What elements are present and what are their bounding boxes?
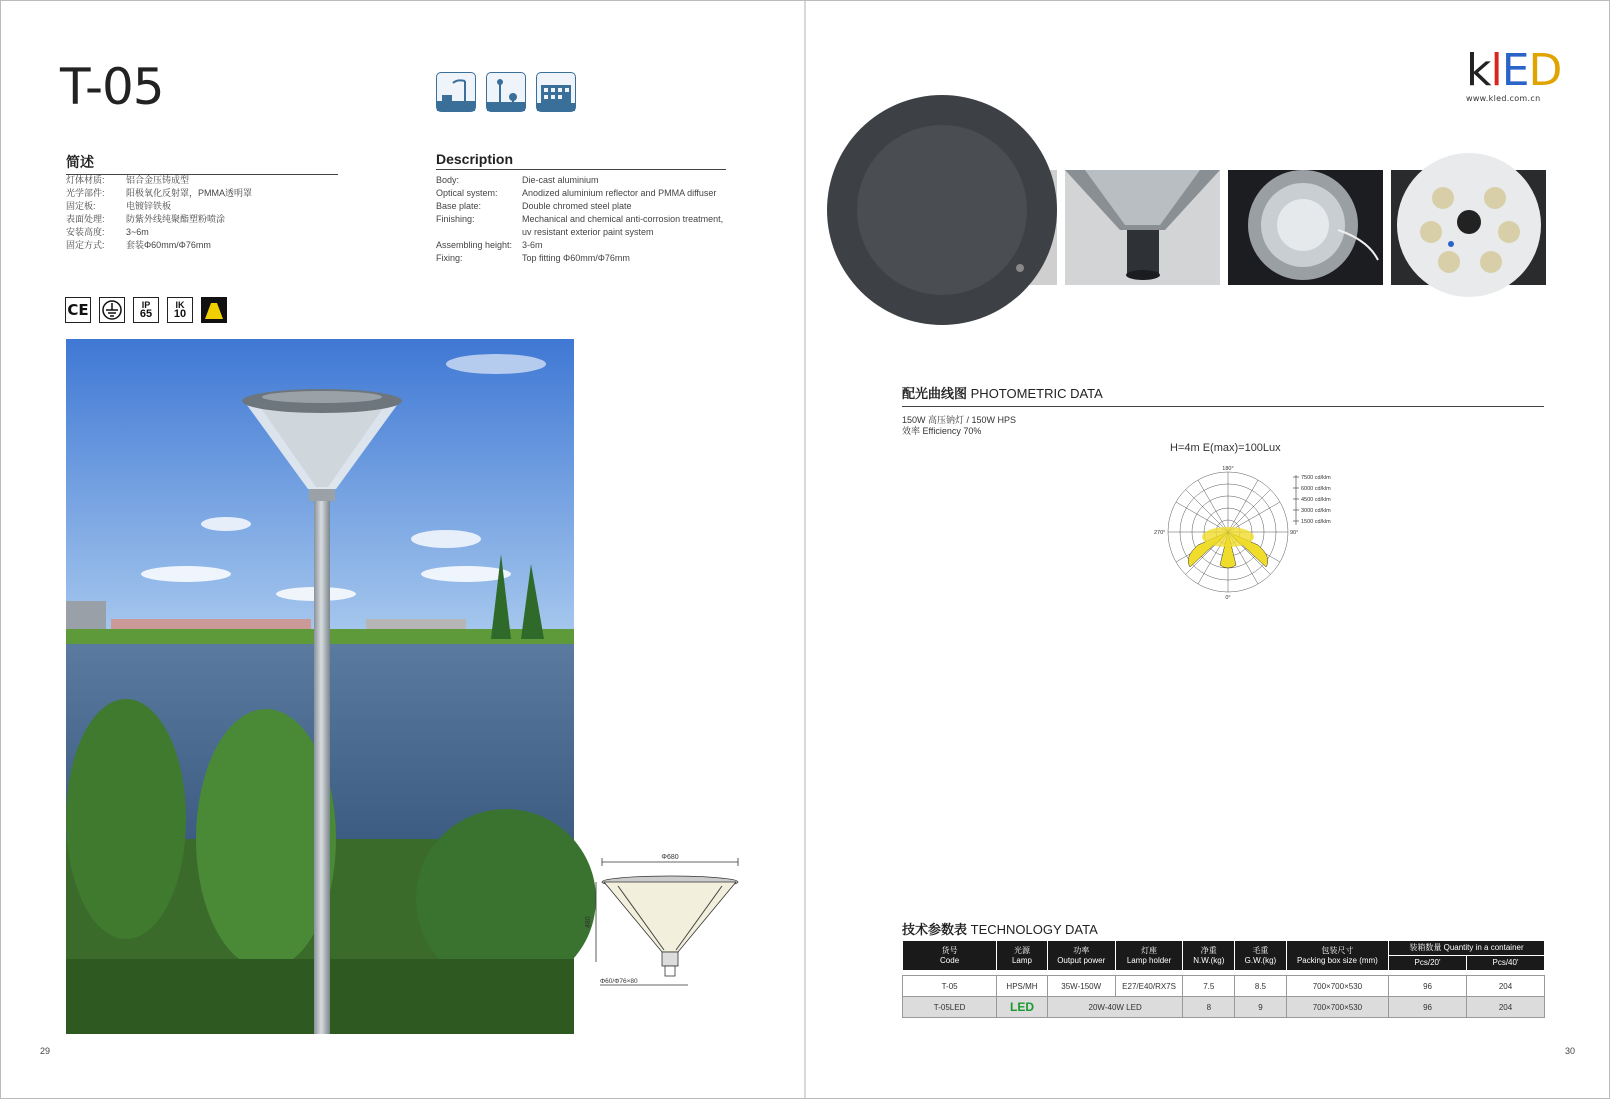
table-header-row: [903, 941, 1545, 956]
spec-value: Anodized aluminium reflector and PMMA diffuser: [522, 188, 717, 198]
spec-row: [66, 213, 346, 226]
ik-value: 10: [173, 308, 187, 320]
spec-key: 固定方式:: [66, 240, 105, 250]
cell-code: T-05: [903, 976, 997, 997]
page-number-left: 29: [40, 1046, 51, 1056]
angle-top-label: 180°: [1222, 466, 1234, 472]
spec-key: 灯体材质:: [66, 175, 105, 185]
spec-key: Body:: [436, 175, 460, 185]
technology-heading: [902, 919, 1098, 938]
cell-q20: 96: [1389, 976, 1467, 997]
photometric-heading: [902, 383, 1544, 407]
angle-bottom-label: 0°: [1225, 595, 1231, 601]
spec-key: 安装高度:: [66, 227, 105, 237]
spec-row: [436, 213, 728, 239]
ik-label: IK: [175, 300, 185, 310]
ik10-badge: [167, 297, 193, 323]
page-number-right: 30: [1565, 1046, 1576, 1056]
photometric-heading-zh: 配光曲线图: [902, 386, 968, 401]
technology-heading-en: TECHNOLOGY DATA: [970, 922, 1098, 937]
header-output-power: 功率 Output power: [1047, 941, 1115, 971]
height-dimension-label: 480: [585, 916, 592, 928]
scale-label: 7500 cd/klm: [1301, 475, 1331, 481]
ce-mark-icon: CE: [65, 297, 91, 323]
cell-gw: 8.5: [1235, 976, 1287, 997]
spec-row: [66, 187, 346, 200]
table-row: [903, 997, 1545, 1018]
scale-label: 4500 cd/klm: [1301, 497, 1331, 503]
application-icons: [436, 72, 576, 112]
spec-row: [436, 252, 728, 265]
spec-row: [436, 187, 728, 200]
product-photo: [66, 339, 574, 1034]
park-lamp-icon: [486, 72, 526, 112]
technology-heading-zh: 技术参数表: [902, 922, 968, 937]
spec-key: 表面处理:: [66, 214, 105, 224]
website-url: www.kled.com.cn: [1466, 94, 1541, 103]
logo-l: l: [1490, 45, 1502, 96]
ip65-badge: [133, 297, 159, 323]
scale-ticks: [1293, 475, 1331, 525]
polar-diagram: [1150, 465, 1350, 600]
header-pcs-20: Pcs/20': [1389, 956, 1467, 971]
header-lamp: 光源 Lamp: [997, 941, 1048, 971]
class-i-earth-icon: [99, 297, 125, 323]
spec-value: 电镀锌铁板: [126, 201, 172, 211]
spec-key: Optical system:: [436, 188, 498, 198]
spec-value: 防紫外线纯聚酯塑粉喷涂: [126, 214, 226, 224]
cell-power: 35W-150W: [1047, 976, 1115, 997]
spec-value: 阳极氧化反射罩，PMMA透明罩: [126, 188, 253, 198]
en-spec-list: [436, 174, 728, 265]
header-gross-weight: 毛重 G.W.(kg): [1235, 941, 1287, 971]
spec-key: Assembling height:: [436, 240, 513, 250]
spec-value: Mechanical and chemical anti-corrosion treatment, uv resistant exterior paint system: [522, 214, 724, 237]
cell-nw: 7.5: [1183, 976, 1235, 997]
dimension-drawing: [585, 852, 748, 1002]
header-packing-box: 包装尺寸 Packing box size (mm): [1286, 941, 1388, 971]
cell-lamp: HPS/MH: [997, 976, 1048, 997]
table-row: [903, 976, 1545, 997]
light-distribution-icon: [201, 297, 227, 323]
width-dimension-label: Φ680: [661, 854, 679, 861]
en-description-heading: Description: [436, 151, 726, 170]
spec-value: 3-6m: [522, 240, 543, 250]
lamp-type-line: 150W 高压钠灯 / 150W HPS: [902, 415, 1017, 425]
angle-left-label: 270°: [1154, 530, 1166, 536]
detail-photo-reflector: [1228, 170, 1383, 285]
fitting-dimension-label: Φ60/Φ76×80: [600, 978, 638, 985]
header-lamp-holder: 灯座 Lamp holder: [1115, 941, 1183, 971]
cell-q40: 204: [1467, 976, 1545, 997]
street-lamp-icon: [436, 72, 476, 112]
cell-q40: 204: [1467, 997, 1545, 1018]
efficiency-line: 效率 Efficiency 70%: [902, 426, 982, 436]
spec-key: Fixing:: [436, 253, 463, 263]
header-net-weight: 净重 N.W.(kg): [1183, 941, 1235, 971]
spec-row: [66, 200, 346, 213]
cell-holder: E27/E40/RX7S: [1115, 976, 1183, 997]
header-code: 货号 Code: [903, 941, 997, 971]
angle-right-label: 90°: [1290, 530, 1299, 536]
cell-box: 700×700×530: [1286, 997, 1388, 1018]
spec-key: 光学部件:: [66, 188, 105, 198]
scale-label: 6000 cd/klm: [1301, 486, 1331, 492]
spec-row: [66, 226, 346, 239]
detail-photo-led-module: [1391, 170, 1546, 285]
spec-row: [66, 174, 346, 187]
product-title: T-05: [60, 58, 164, 116]
polar-chart-title: H=4m E(max)=100Lux: [1170, 442, 1281, 454]
logo-d: D: [1528, 45, 1562, 96]
detail-photo-neck: [1065, 170, 1220, 285]
spec-row: [66, 239, 346, 252]
detail-photos: [902, 170, 1546, 285]
spec-value: 铝合金压铸成型: [126, 175, 190, 185]
detail-photo-housing: [902, 170, 1057, 285]
spec-row: [436, 174, 728, 187]
cn-spec-list: [66, 174, 346, 252]
photometric-heading-en: PHOTOMETRIC DATA: [970, 386, 1103, 401]
cn-description-heading: 简述: [66, 152, 338, 175]
ip-label: IP: [141, 300, 151, 310]
spec-row: [436, 200, 728, 213]
header-pcs-40: Pcs/40': [1467, 956, 1545, 971]
certification-icons: [65, 297, 227, 323]
technology-table: [902, 940, 1545, 1018]
ip-value: 65: [139, 308, 153, 320]
spec-value: Top fitting Φ60mm/Φ76mm: [522, 253, 630, 263]
spec-key: Base plate:: [436, 201, 482, 211]
spec-row: [436, 239, 728, 252]
cell-q20: 96: [1389, 997, 1467, 1018]
cell-gw: 9: [1235, 997, 1287, 1018]
logo-e: E: [1501, 45, 1529, 96]
spec-value: 套装Φ60mm/Φ76mm: [126, 240, 211, 250]
spec-key: Finishing:: [436, 214, 475, 224]
led-label: LED: [1009, 1000, 1034, 1014]
building-icon: [536, 72, 576, 112]
spec-key: 固定板:: [66, 201, 96, 211]
cell-lamp: [997, 997, 1048, 1018]
scale-label: 3000 cd/klm: [1301, 508, 1331, 514]
logo-k: k: [1466, 45, 1491, 96]
cell-power-holder: 20W-40W LED: [1047, 997, 1183, 1018]
photometric-subtitle: [902, 415, 1016, 437]
spec-value: Die-cast aluminium: [522, 175, 599, 185]
header-quantity: 装箱数量 Quantity in a container: [1389, 941, 1545, 956]
cell-box: 700×700×530: [1286, 976, 1388, 997]
spec-value: 3~6m: [126, 227, 149, 237]
spec-value: Double chromed steel plate: [522, 201, 632, 211]
cell-nw: 8: [1183, 997, 1235, 1018]
cell-code: T-05LED: [903, 997, 997, 1018]
kled-logo: [1466, 45, 1562, 103]
scale-label: 1500 cd/klm: [1301, 519, 1331, 525]
